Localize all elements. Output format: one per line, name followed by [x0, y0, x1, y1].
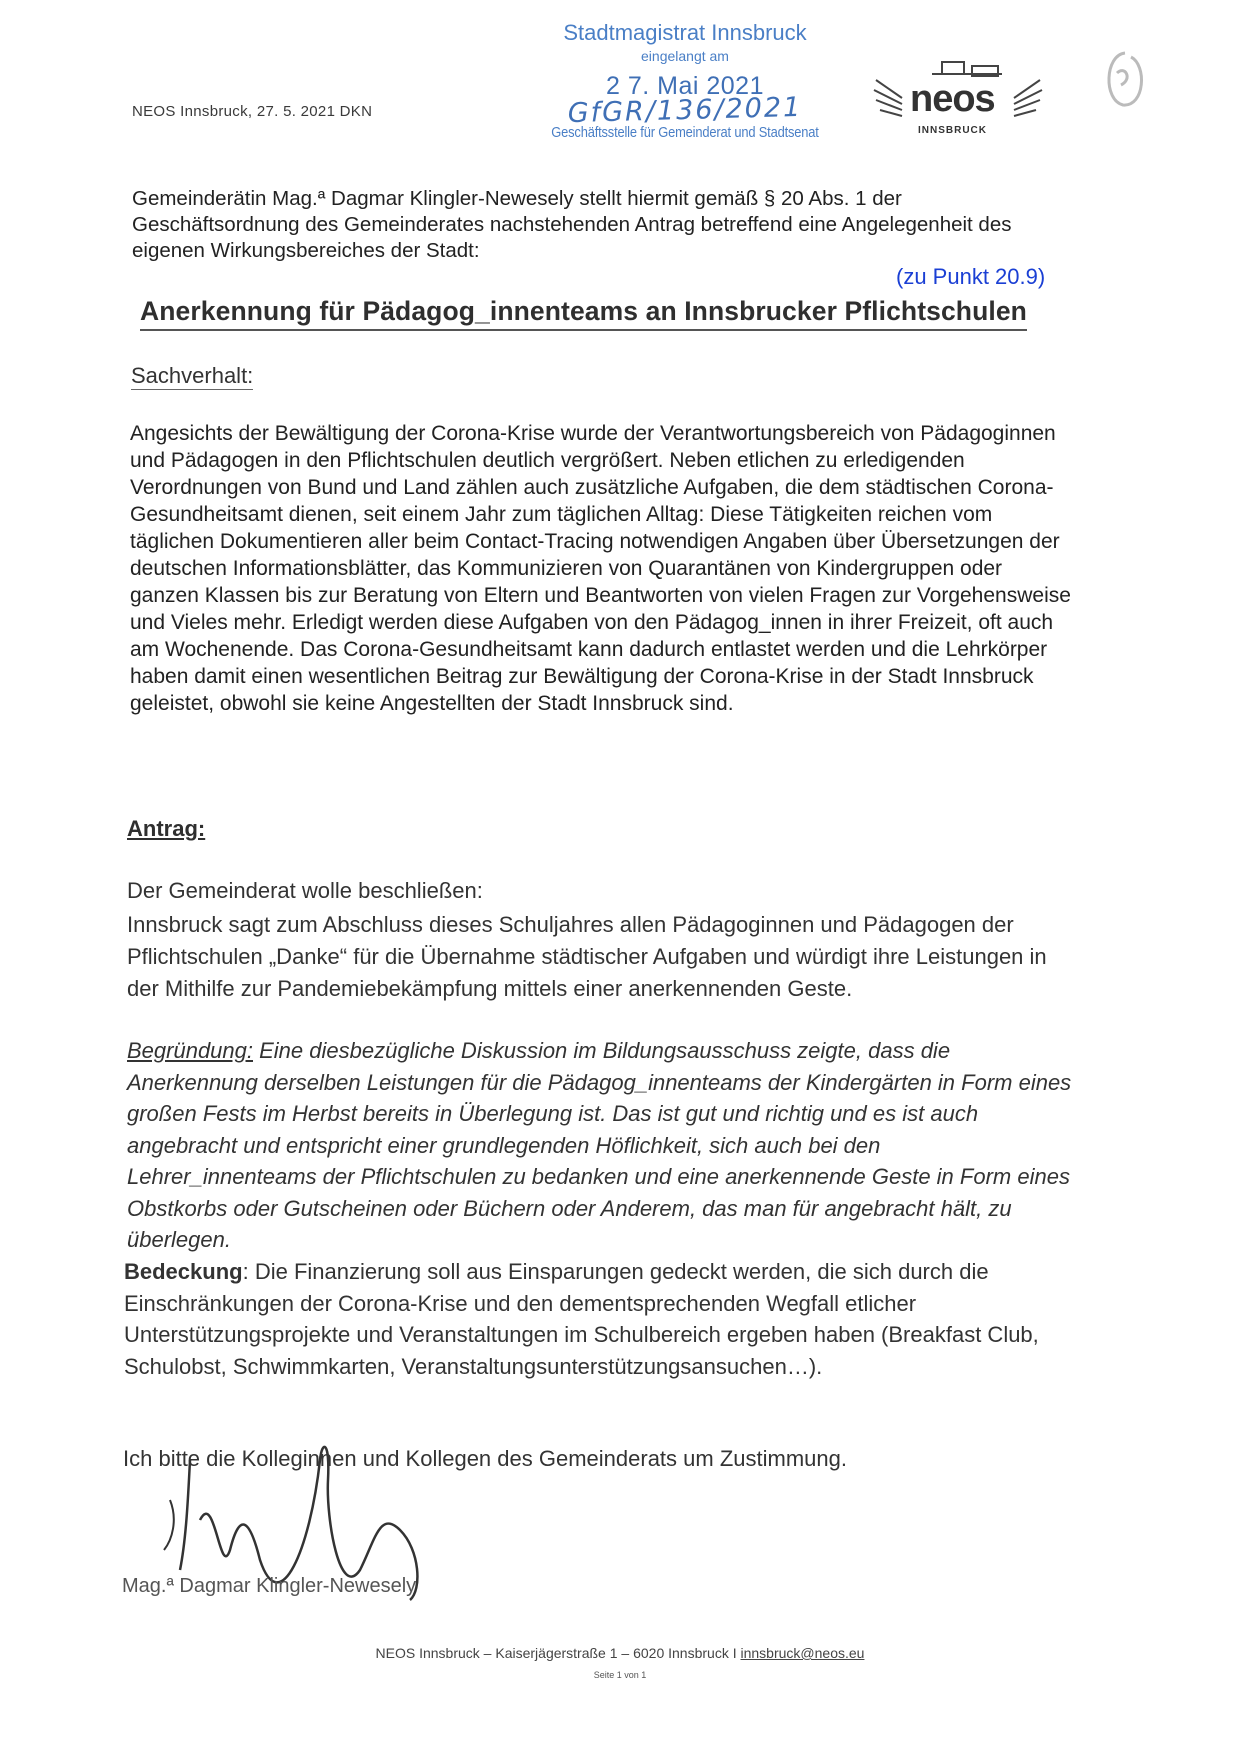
page-number: Seite 1 von 1	[593, 1670, 647, 1680]
footer-email-link[interactable]: innsbruck@neos.eu	[740, 1645, 865, 1661]
stamp-received-label: eingelangt am	[641, 48, 729, 64]
coverage-text: : Die Finanzierung soll aus Einsparungen gedeckt werden, die sich durch die Einschränkungen der Corona-Krise und den dementsprechenden Wegfall etlicher Unterstützungsprojekte und Veranstaltungen im Schulbereich ergeben haben (Breakfast Club, Schulobst, Schwimmkarten, Veranstaltungsunterstützungsansuchen…).	[124, 1259, 1039, 1379]
receipt-stamp	[520, 20, 850, 141]
signatory-name: Mag.ª Dagmar Klingler-Newesely	[122, 1575, 417, 1597]
closing-line: Ich bitte die Kolleginnen und Kollegen des Gemeinderats um Zustimmung.	[123, 1446, 847, 1471]
stamp-office: Stadtmagistrat Innsbruck	[563, 20, 807, 45]
intro-paragraph: Gemeinderätin Mag.ª Dagmar Klingler-Newesely stellt hiermit gemäß § 20 Abs. 1 der Geschäftsordnung des Gemeinderates nachstehenden Antrag betreffend eine Angelegenheit des eigenen Wirkungsbereiches der Stadt:	[132, 187, 1012, 262]
agenda-reference: (zu Punkt 20.9)	[896, 264, 1046, 289]
stamp-office-unit: Geschäftsstelle für Gemeinderat und Stadtsenat	[551, 124, 819, 141]
motion-lead: Der Gemeinderat wolle beschließen:	[127, 878, 483, 903]
reasoning-paragraph	[127, 1035, 1072, 1256]
footer-address-text: NEOS Innsbruck – Kaiserjägerstraße 1 – 6020 Innsbruck I	[375, 1645, 741, 1661]
logo-wordmark: neos	[910, 78, 995, 120]
logo-city: INNSBRUCK	[918, 125, 987, 136]
footer-address	[0, 1645, 1240, 1661]
reasoning-text: Eine diesbezügliche Diskussion im Bildungsausschuss zeigte, dass die Anerkennung derselben Leistungen für die Pädagog_innenteams der Kindergärten in Form eines großen Fests im Herbst bereits in Überlegung ist. Das ist gut und richtig und es ist auch angebracht und entspricht einer grundlegenden Höflichkeit, sich auch bei den Lehrer_innenteams der Pflichtschulen zu bedanken und eine anerkennende Geste in Form eines Obstkorbs oder Gutscheinen oder Büchern oder Anderem, das man für angebracht hält, zu überlegen.	[127, 1038, 1072, 1252]
neos-logo	[872, 60, 1044, 140]
motion-text: Innsbruck sagt zum Abschluss dieses Schuljahres allen Pädagoginnen und Pädagogen der Pflichtschulen „Danke“ für die Übernahme städtischer Aufgaben und würdigt ihre Leistungen in der Mithilfe zur Pandemiebekämpfung mittels einer anerkennenden Geste.	[127, 912, 1047, 1001]
handwritten-mark-icon	[1095, 45, 1155, 115]
motion-heading: Antrag:	[127, 816, 206, 841]
sender-line: NEOS Innsbruck, 27. 5. 2021 DKN	[132, 103, 373, 120]
coverage-paragraph	[124, 1256, 1074, 1382]
reasoning-label: Begründung:	[127, 1038, 253, 1063]
facts-heading: Sachverhalt:	[131, 363, 254, 388]
stamp-date: 2 7. Mai 2021	[606, 72, 764, 100]
facts-paragraph: Angesichts der Bewältigung der Corona-Krise wurde der Verantwortungsbereich von Pädagoginnen und Pädagogen in den Pflichtschulen deutlich vergrößert. Neben etlichen zu erledigenden Verordnungen von Bund und Land zählen auch zusätzliche Aufgaben, die dem städtischen Corona-Gesundheitsamt dienen, seit einem Jahr zum täglichen Alltag: Diese Tätigkeiten reichen vom täglichen Dokumentieren aller beim Contact-Tracing notwendigen Angaben über Übersetzungen der deutschen Informationsblätter, das Kommunizieren von Quarantänen von Kindergruppen oder ganzen Klassen bis zur Beratung von Eltern und Beantworten von vielen Fragen zur Vorgehensweise und Vieles mehr. Erledigt werden diese Aufgaben von den Pädagog_innen in ihrer Freizeit, oft auch am Wochenende. Das Corona-Gesundheitsamt kann dadurch entlastet werden und die Lehrkörper haben damit einen wesentlichen Beitrag zur Bewältigung der Corona-Krise in der Stadt Innsbruck geleistet, obwohl sie keine Angestellten der Stadt Innsbruck sind.	[130, 422, 1071, 715]
coverage-label: Bedeckung	[124, 1259, 243, 1284]
stamp-reference-number: GfGR/136/2021	[567, 91, 803, 130]
document-title: Anerkennung für Pädagog_innenteams an Innsbrucker Pflichtschulen	[140, 296, 1027, 331]
